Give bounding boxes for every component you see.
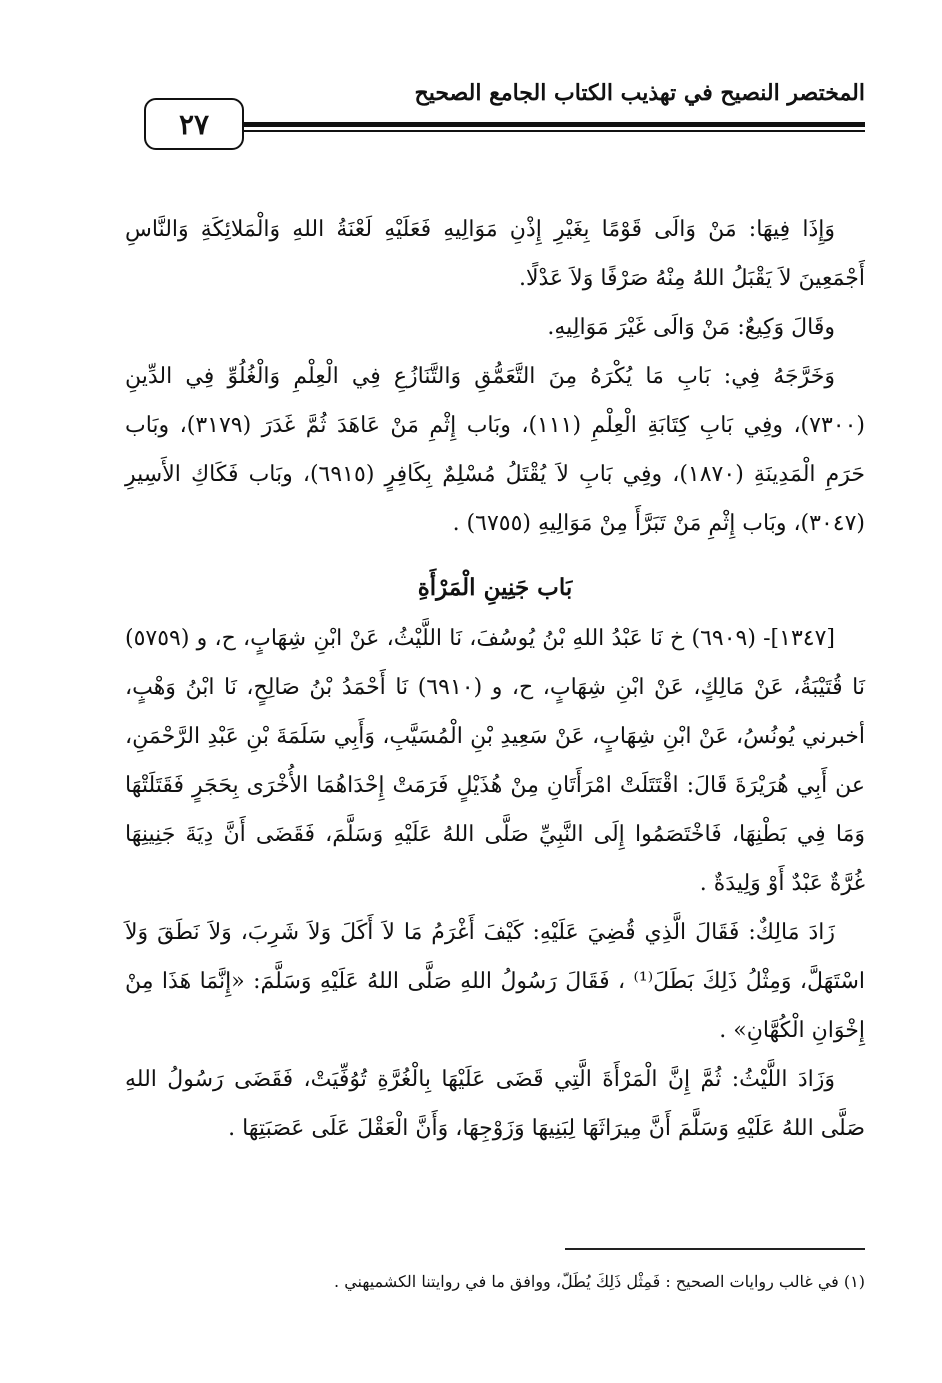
hadith-paragraph-1: [١٣٤٧]- (٦٩٠٩) خ نَا عَبْدُ اللهِ بْنُ يُوسُفَ، نَا اللَّيْثُ، عَنْ ابْنِ شِهَابٍ، ح، و (٥٧٥٩) نَا قُتَيْبَةُ، عَنْ مَالِكٍ، عَنْ ابْنِ شِهَابٍ، ح، و (٦٩١٠) نَا أَحْمَدُ بْنُ صَالِحٍ، نَا ابْنُ وَهْبٍ، أخبرني يُونُسُ، عَنْ ابْنِ شِهَابٍ، عَنْ سَعِيدِ بْنِ الْمُسَيَّبِ، وَأَبِي سَلَمَةَ بْنِ عَبْدِ الرَّحْمَنِ، عن أَبِي هُرَيْرَةَ قَالَ: اقْتَتَلَتْ امْرَأَتَانِ مِنْ هُذَيْلٍ فَرَمَتْ إِحْدَاهُمَا الأُخْرَى بِحَجَرٍ فَقَتَلَتْهَا وَمَا فِي بَطْنِهَا، فَاخْتَصَمُوا إِلَى النَّبِيِّ صَلَّى اللهُ عَلَيْهِ وَسَلَّمَ، فَقَضَى أَنَّ دِيَةَ جَنِينِهَا غُرَّةٌ عَبْدٌ أَوْ وَلِيدَةٌ . [125,626,865,896]
page-header [130,80,865,160]
paragraph-2: وقَالَ وَكِيعٌ: مَنْ وَالَى غَيْرَ مَوَالِيهِ. [547,315,835,340]
hadith-paragraph-3: وَزَادَ اللَّيْثُ: ثُمَّ إِنَّ الْمَرْأَةَ الَّتِي قَضَى عَلَيْهَا بِالْغُرَّةِ تُوُفِّيَتْ، فَقَضَى رَسُولُ اللهِ صَلَّى اللهُ عَلَيْهِ وَسَلَّمَ أَنَّ مِيرَاثَهَا لِبَنِيهَا وَزَوْجِهَا، وَأَنَّ الْعَقْلَ عَلَى عَصَبَتِهَا . [125,1067,865,1141]
footnote-separator [565,1248,865,1250]
header-rule-thin [242,130,865,132]
running-title: المختصر النصيح في تهذيب الكتاب الجامع الصحيح [414,80,865,106]
main-text [125,205,865,1153]
paragraph-1: وَإِذَا فِيهَا: مَنْ وَالَى قَوْمًا بِغَيْرِ إِذْنِ مَوَالِيهِ فَعَلَيْهِ لَعْنَةُ اللهِ وَالْمَلائِكَةِ وَالنَّاسِ أَجْمَعِينَ لاَ يَقْبَلُ اللهُ مِنْهُ صَرْفًا وَلاَ عَدْلًا. [125,217,865,291]
hadith-paragraph-2: زَادَ مَالِكٌ: فَقَالَ الَّذِي قُضِيَ عَلَيْهِ: كَيْفَ أَغْرَمُ مَا لاَ أَكَلَ وَلاَ شَرِبَ، وَلاَ نَطَقَ وَلاَ اسْتَهَلَّ، وَمِثْلُ ذَلِكَ بَطَلَ⁽¹⁾ ، فَقَالَ رَسُولُ اللهِ صَلَّى اللهُ عَلَيْهِ وَسَلَّمَ: «إِنَّمَا هَذَا مِنْ إِخْوَانِ الْكُهَّانِ» . [125,920,865,1043]
paragraph-3: وَخَرَّجَهُ فِي: بَابِ مَا يُكْرَهُ مِنَ التَّعَمُّقِ وَالتَّنَازُعِ فِي الْعِلْمِ وَالْغُلُوِّ فِي الدِّينِ (٧٣٠٠)، وفِي بَابِ كِتَابَةِ الْعِلْمِ (١١١)، وبَاب إِثْمِ مَنْ عَاهَدَ ثُمَّ غَدَرَ (٣١٧٩)، وبَاب حَرَمِ الْمَدِينَةِ (١٨٧٠)، وفِي بَابِ لاَ يُقْتَلُ مُسْلِمٌ بِكَافِرٍ (٦٩١٥)، وبَاب فَكَاكِ الأَسِيرِ (٣٠٤٧)، وبَاب إِثْمِ مَنْ تَبَرَّأَ مِنْ مَوَالِيهِ (٦٧٥٥) . [125,364,865,536]
header-rule-thick [242,122,865,127]
page-number: ٢٧ [144,98,244,150]
chapter-title: بَاب جَنِينِ الْمَرْأَةِ [417,574,573,601]
footnote: (١) في غالب روايات الصحيح : فَمِثْل ذَلِكَ يُطَلّ، ووافق ما في روايتنا الكشميهني . [334,1272,865,1291]
